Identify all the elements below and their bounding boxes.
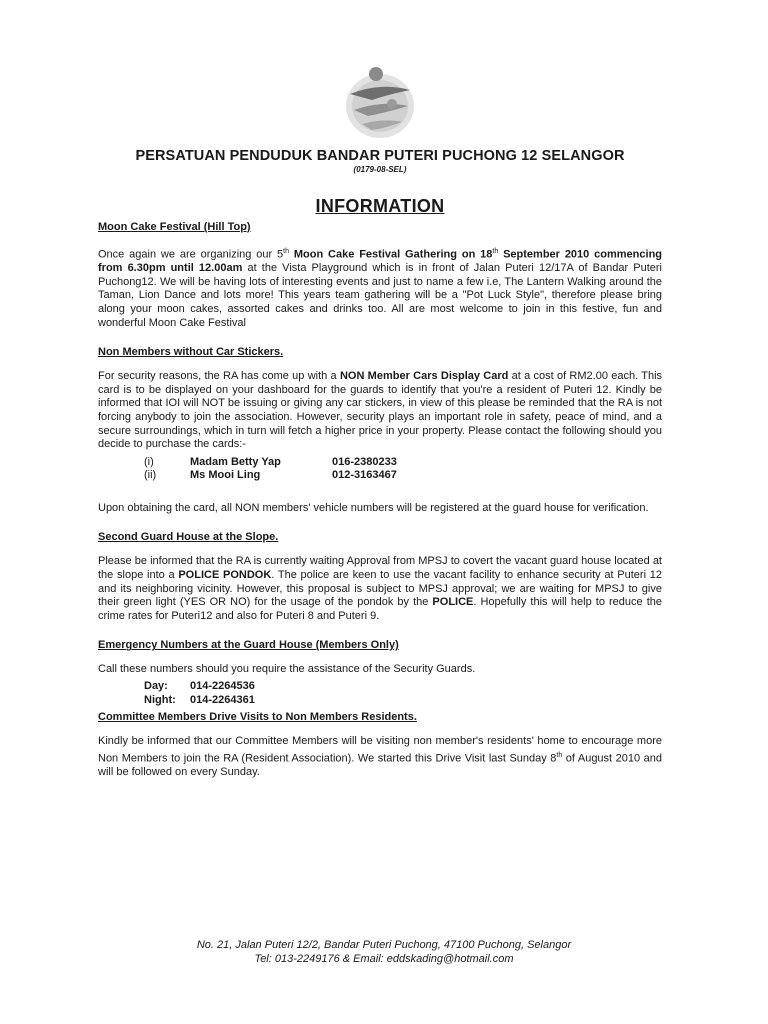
- contact-row: (ii) Ms Mooi Ling 012-3163467: [144, 468, 397, 481]
- section-heading: Second Guard House at the Slope.: [98, 531, 279, 544]
- section-paragraph: For security reasons, the RA has come up with a NON Member Cars Display Card at a cost of RM2.00 each. This card is to be displayed on your dashboard for the guards to identify that you're a resident of Puteri 12. Kindly be informed that IOI will NOT be issuing or giving any car stickers, in view of this please be reminded that the RA is not forcing anybody to join the association. However, security plays an important role in safety, peace of mind, and a secure surroundings, which in turn will fetch a higher price in your property. Please contact the following should you decide to purchase the cards:-: [98, 370, 663, 451]
- organization-name: PERSATUAN PENDUDUK BANDAR PUTERI PUCHONG 12 SELANGOR: [135, 148, 625, 164]
- section-heading: Emergency Numbers at the Guard House (Members Only): [98, 639, 399, 652]
- footer: [0, 938, 768, 966]
- section-paragraph: Once again we are organizing our 5th Moon Cake Festival Gathering on 18th September 2010 commencing from 6.30pm until 12.00am at the Vista Playground which is in front of Jalan Puteri 12/17A of Bandar Puteri Puchong12. We will be having lots of interesting events and just to name a few i.e, The Lantern Walking around the Taman, Lion Dance and lots more! This years team gathering will be a "Pot Luck Style", therefore please bring along your moon cakes, assorted cakes and drinks too. All are most welcome to join in this festive, fun and wonderful Moon Cake Festival: [98, 248, 663, 329]
- emergency-row: Day: 014-2264536: [144, 679, 255, 692]
- section-paragraph: Call these numbers should you require the assistance of the Security Guards.: [98, 663, 476, 676]
- section-non-members: [98, 346, 662, 515]
- section-heading: Committee Members Drive Visits to Non Members Residents.: [98, 710, 417, 723]
- section-guard-house: [98, 531, 662, 623]
- page-title: INFORMATION: [315, 196, 445, 216]
- section-heading: Non Members without Car Stickers.: [98, 346, 284, 359]
- emergency-numbers: [144, 679, 662, 707]
- footer-contact: Tel: 013-2249176 & Email: eddskading@hotmail.com: [254, 953, 514, 965]
- registration-number: (0179-08-SEL): [353, 165, 407, 174]
- emergency-row: Night: 014-2264361: [144, 693, 255, 706]
- section-drive-visits: [98, 711, 662, 779]
- section-emergency: [98, 639, 662, 707]
- section-paragraph: Kindly be informed that our Committee Members will be visiting non member's residents' home to encourage more Non Members to join the RA (Resident Association). We started this Drive Visit last Sunday 8th of August 2010 and will be followed on every Sunday.: [98, 734, 662, 778]
- contact-row: (i) Madam Betty Yap 016-2380233: [144, 455, 397, 468]
- association-logo-icon: [332, 60, 428, 146]
- contact-list: [144, 456, 662, 482]
- footer-address: No. 21, Jalan Puteri 12/2, Bandar Puteri Puchong, 47100 Puchong, Selangor: [196, 939, 572, 951]
- section-paragraph: Please be informed that the RA is currently waiting Approval from MPSJ to covert the vacant guard house located at the slope into a POLICE PONDOK. The police are keen to use the vacant facility to enhance security at Puteri 12 and its neighboring vicinity. However, this proposal is subject to MPSJ approval; we are waiting for MPSJ to give their green light (YES OR NO) for the usage of the pondok by the POLICE. Hopefully this will help to reduce the crime rates for Puteri12 and also for Puteri 8 and Puteri 9.: [98, 555, 662, 622]
- section-heading: Moon Cake Festival (Hill Top): [98, 221, 251, 233]
- section-paragraph: Upon obtaining the card, all NON members' vehicle numbers will be registered at the guard house for verification.: [98, 501, 649, 514]
- section-moon-cake: [98, 221, 662, 330]
